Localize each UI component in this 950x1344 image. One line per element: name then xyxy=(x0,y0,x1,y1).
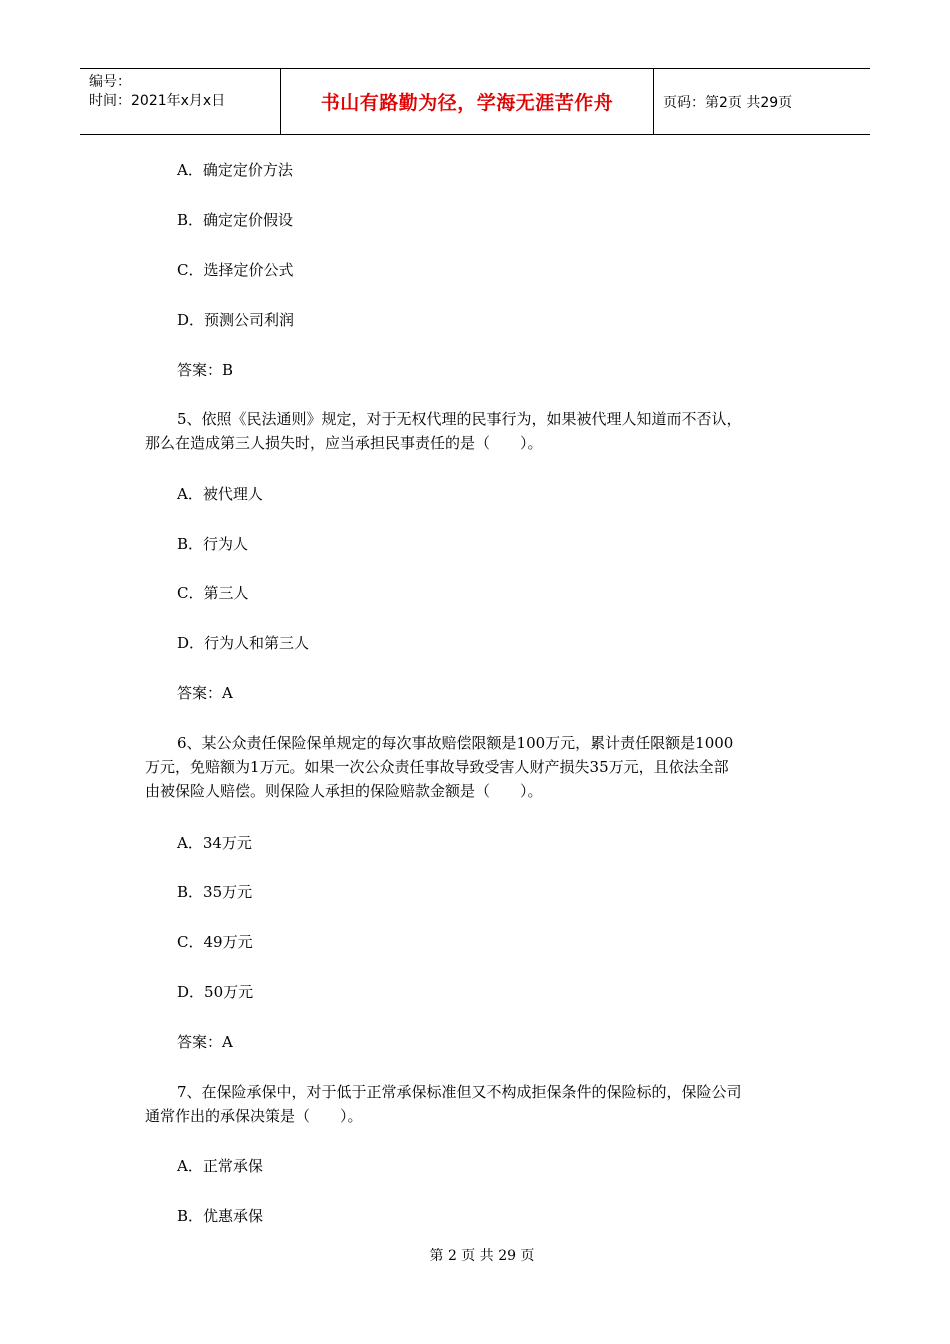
q5-option-a: A．被代理人 xyxy=(177,485,263,503)
header-motto: 书山有路勤为径，学海无涯苦作舟 xyxy=(281,69,654,134)
q5-option-d: D．行为人和第三人 xyxy=(177,634,310,652)
q7-option-b: B．优惠承保 xyxy=(177,1207,264,1225)
q6-stem xyxy=(145,731,810,803)
q4-option-b: B．确定定价假设 xyxy=(177,211,294,229)
document-number-label: 编号： xyxy=(89,74,131,90)
document-time-label: 时间：2021年x月x日 xyxy=(89,93,226,109)
q5-answer: 答案：A xyxy=(177,684,233,702)
q5-stem-line-1: 5、依照《民法通则》规定，对于无权代理的民事行为，如果被代理人知道而不否认， xyxy=(177,410,742,428)
q5-stem xyxy=(145,407,810,455)
q5-option-c: C．第三人 xyxy=(177,584,249,602)
q7-stem xyxy=(145,1080,810,1128)
q4-option-d: D．预测公司利润 xyxy=(177,311,295,329)
q7-option-a: A．正常承保 xyxy=(177,1157,263,1175)
header-meta xyxy=(80,69,281,134)
q6-option-c: C．49万元 xyxy=(177,933,253,951)
q6-option-d: D．50万元 xyxy=(177,983,254,1001)
page-header xyxy=(80,68,870,135)
q6-stem-line-2: 万元，免赔额为1万元。如果一次公众责任事故导致受害人财产损失35万元，且依法全部 xyxy=(145,758,729,776)
q5-stem-line-2: 那么在造成第三人损失时，应当承担民事责任的是（ ）。 xyxy=(145,434,543,452)
q4-option-a: A．确定定价方法 xyxy=(177,161,293,179)
q6-option-b: B．35万元 xyxy=(177,883,253,901)
q7-stem-line-2: 通常作出的承保决策是（ ）。 xyxy=(145,1107,363,1125)
page-footer: 第 2 页 共 29 页 xyxy=(429,1248,535,1264)
q6-stem-line-1: 6、某公众责任保险保单规定的每次事故赔偿限额是100万元，累计责任限额是1000 xyxy=(177,734,734,752)
q6-answer: 答案：A xyxy=(177,1033,233,1051)
q5-option-b: B．行为人 xyxy=(177,535,249,553)
q4-option-c: C．选择定价公式 xyxy=(177,261,294,279)
q4-answer: 答案：B xyxy=(177,361,234,379)
header-page-label: 页码：第2页 共29页 xyxy=(663,94,793,111)
q6-stem-line-3: 由被保险人赔偿。则保险人承担的保险赔款金额是（ ）。 xyxy=(145,782,543,800)
q6-option-a: A．34万元 xyxy=(177,834,252,852)
q7-stem-line-1: 7、在保险承保中，对于低于正常承保标准但又不构成拒保条件的保险标的，保险公司 xyxy=(177,1083,742,1101)
